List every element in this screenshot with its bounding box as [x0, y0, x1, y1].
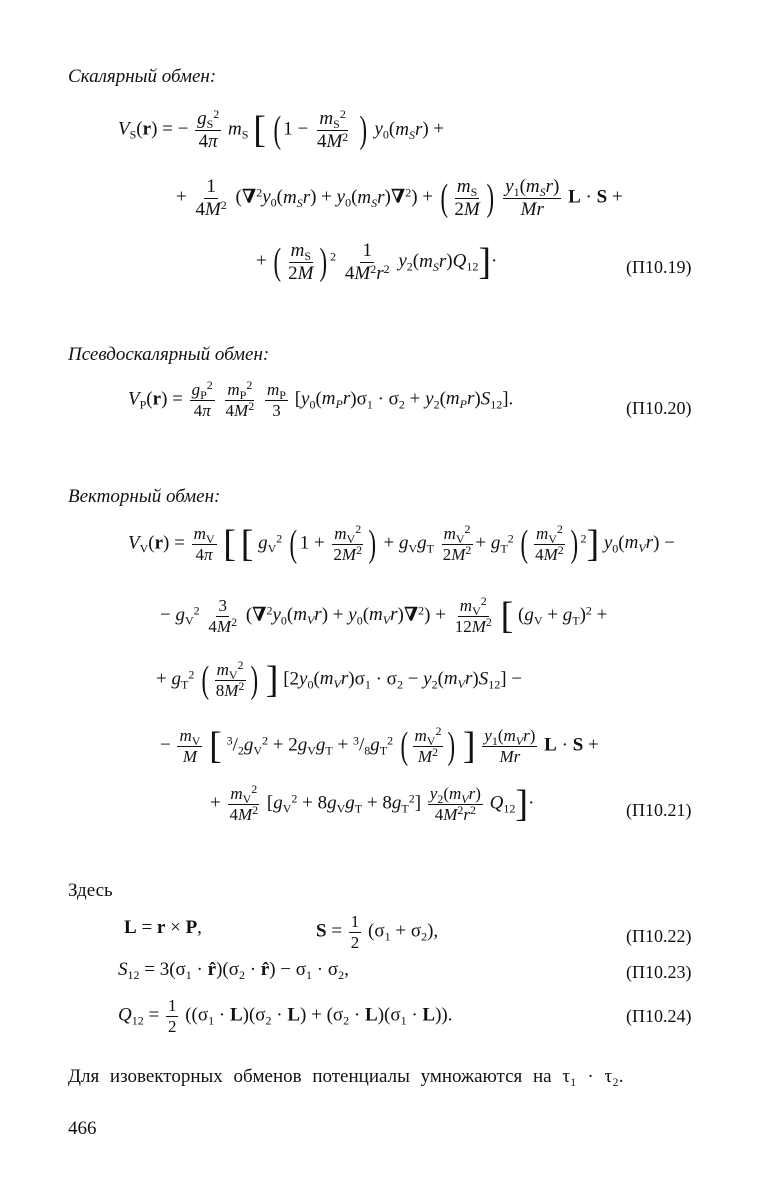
- equation-S: S = $\frac{1}{2}$ $(\sigma_1 + \sigma_2)$,: [316, 912, 439, 952]
- isovector-note: Для изовекторных обменов потенциалы умножаются на τ₁ · τ₂.: [68, 1066, 624, 1087]
- here-label: Здесь: [68, 880, 113, 901]
- equation-number-23: (П10.23): [626, 962, 692, 982]
- equation-pseudoscalar: $V_P(r)$ = $\frac{g_P^2}{4\pi}$ $\frac{m_P^2}{4M^2}$ $\frac{m_P}{3}$ $[y_0(m_Pr)\sigma_1 \cdot \sigma_2 + y_2(m_Pr)S_{12}]$.: [128, 378, 514, 420]
- equation-number-22: (П10.22): [626, 926, 692, 946]
- heading-vector: Векторный обмен:: [68, 486, 221, 507]
- equation-scalar-line2: + $\frac{1}{4M^2}$ $(\nabla^2y_0(m_Sr) + y_0(m_Sr)\nabla^2)$ + ( $\frac{m_S}{2M}$ ) $\frac{y_1(m_Sr)}{Mr}$ L · S +: [176, 176, 623, 220]
- equation-vector-line2: − $g_V^2$ $\frac{3}{4M^2}$ $(\nabla^2y_0(m_Vr) + y_0(m_Vr)\nabla^2)$ + $\frac{m_V^2}{12M^2}$ [ $(g_V + g_T)^2$ +: [160, 594, 608, 638]
- equation-scalar-line3: + ( $\frac{m_S}{2M}$ ) $^2$ $\frac{1}{4M^2r^2}$ $y_2(m_Sr)Q_{12}]\cdot$: [256, 240, 498, 284]
- heading-scalar: Скалярный обмен:: [68, 66, 217, 87]
- equation-vector-line1: $V_V(r)$ = $\frac{m_V}{4\pi}$ [ [ $g_V^2$ ( 1 + $\frac{m_V^2}{2M^2}$ ) + $g_Vg_T$ $\frac{m_V^2}{2M^2}$ + $g_T^2$ ( $\frac{m_V^2}{4M^2}$ ) $^2$] $y_0(m_Vr)$ −: [128, 522, 675, 566]
- equation-number-19: (П10.19): [626, 257, 692, 277]
- equation-scalar-line1: $V_S(r)$ = − $\frac{g_S^2}{4\pi}$ $m_S$ [ ( 1 − $\frac{m_S^2}{4M^2}$ ) $y_0(m_Sr)$ +: [118, 107, 445, 152]
- equation-number-20: (П10.20): [626, 398, 692, 418]
- equation-number-24: (П10.24): [626, 1006, 692, 1026]
- equation-vector-line3: + $g_T^2$ ( $\frac{m_V^2}{8M^2}$ ) ] $[2y_0(m_Vr)\sigma_1 \cdot \sigma_2 - y_2(m_Vr)S_{12}]$ −: [156, 658, 523, 702]
- equation-Q12: $Q_{12}$ = $\frac{1}{2}$ $((\sigma_1 \cdot L)(\sigma_2 \cdot L) + (\sigma_2 \cdot L)(\sigma_1 \cdot L))$.: [118, 996, 453, 1036]
- equation-number-21: (П10.21): [626, 800, 692, 820]
- equation-vector-line5: + $\frac{m_V^2}{4M^2}$ $[g_V^2 + 8g_Vg_T + 8g_T^2]$ $\frac{y_2(m_Vr)}{4M^2r^2}$ $Q_{12}]\cdot$: [210, 782, 535, 826]
- heading-pseudoscalar: Псевдоскалярный обмен:: [68, 344, 270, 365]
- equation-S12: $S_{12} = 3(\sigma_1$ · $r̂)(\sigma_2$ · r̂) − $\sigma_1 \cdot \sigma_2$,: [118, 959, 349, 982]
- page-number: 466: [68, 1118, 97, 1139]
- equation-L: L = r × P,: [124, 917, 202, 938]
- equation-vector-line4: − $\frac{m_V}{M}$ [ $^3/_2g_V^2 + 2g_Vg_T + ^3/_8g_T^2$ ( $\frac{m_V^2}{M^2}$ ) ] $\frac{y_1(m_Vr)}{Mr}$ L · S +: [160, 724, 599, 768]
